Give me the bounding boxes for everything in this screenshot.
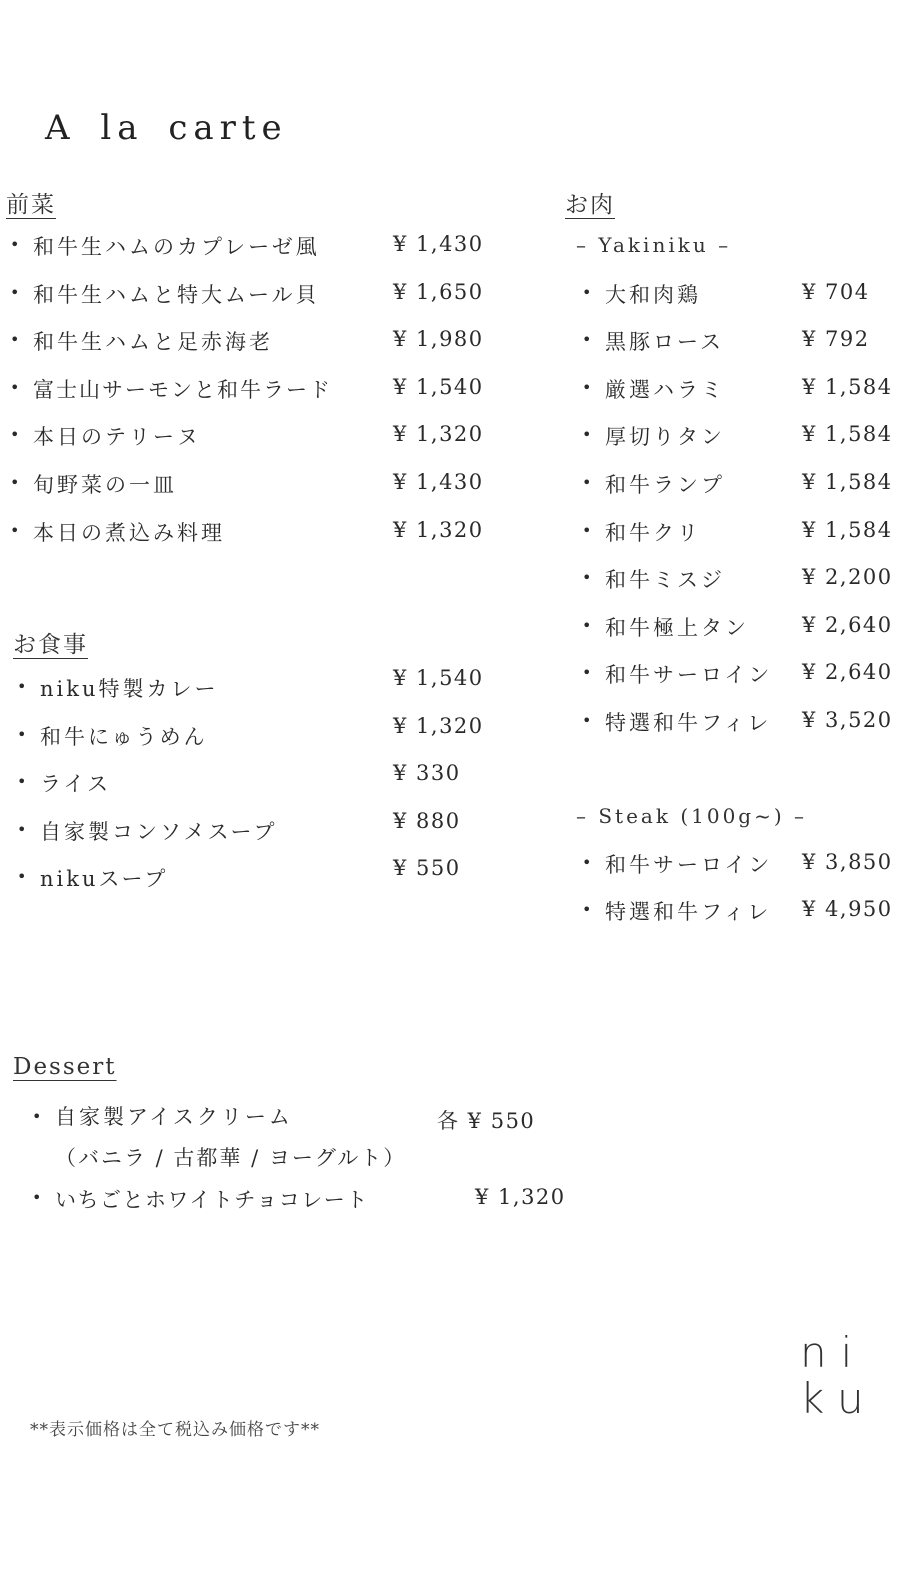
section-heading-zensai: 前菜 [6, 192, 56, 218]
menu-item-price: ¥ 1,430 [393, 232, 484, 256]
menu-item-name: ライス [40, 772, 112, 796]
menu-item-name: 本日のテリーヌ [33, 425, 201, 449]
tax-note: **表示価格は全て税込み価格です** [30, 1420, 320, 1440]
menu-item-price: ¥ 1,320 [393, 422, 484, 446]
menu-item-name: 大和肉鶏 [605, 283, 701, 307]
menu-item-name: 和牛生ハムのカプレーゼ風 [33, 235, 320, 259]
section-heading-oshokuji: お食事 [13, 632, 88, 658]
menu-item-price: ¥ 1,320 [393, 518, 484, 542]
bullet: • [10, 330, 20, 349]
menu-item-name: 和牛生ハムと特大ムール貝 [33, 283, 320, 307]
bullet: • [582, 711, 592, 730]
menu-item-name: 和牛サーロイン [605, 853, 773, 877]
bullet: • [17, 772, 27, 791]
page-title: A la carte [45, 108, 288, 148]
bullet: • [582, 378, 592, 397]
menu-item-price: ¥ 550 [393, 856, 461, 880]
menu-item-price: ¥ 2,640 [802, 660, 893, 684]
bullet: • [582, 900, 592, 919]
steak-subheading: – Steak (100g~) – [576, 804, 808, 828]
bullet: • [10, 425, 20, 444]
logo-line-2: ku [800, 1374, 878, 1423]
menu-item-name: 黒豚ロース [605, 330, 724, 354]
bullet: • [582, 853, 592, 872]
yakiniku-subheading: – Yakiniku – [576, 233, 732, 257]
menu-item-price: ¥ 3,850 [802, 850, 893, 874]
menu-item-price: ¥ 1,584 [802, 470, 893, 494]
menu-item-price: ¥ 1,540 [393, 666, 484, 690]
menu-item-name: 和牛ランプ [605, 473, 725, 497]
menu-item-price: ¥ 330 [393, 761, 461, 785]
menu-item-price: ¥ 1,540 [393, 375, 484, 399]
bullet: • [17, 677, 27, 696]
niku-logo [800, 1330, 878, 1422]
menu-item-name: 和牛にゅうめん [40, 725, 208, 749]
bullet: • [10, 473, 20, 492]
menu-item-price: ¥ 1,980 [393, 327, 484, 351]
menu-item-subtext: （バニラ / 古都華 / ヨーグルト） [55, 1146, 407, 1170]
menu-item-price: ¥ 1,320 [475, 1185, 566, 1209]
menu-item-price: 各 ¥ 550 [437, 1109, 536, 1133]
bullet: • [582, 330, 592, 349]
menu-item-name: 厳選ハラミ [605, 378, 725, 402]
menu-item-price: ¥ 1,650 [393, 280, 484, 304]
bullet: • [582, 521, 592, 540]
menu-item-name: 旬野菜の一皿 [33, 473, 177, 497]
menu-item-price: ¥ 4,950 [802, 897, 893, 921]
menu-item-name: niku特製カレー [40, 677, 219, 701]
bullet: • [582, 616, 592, 635]
menu-item-name: 厚切りタン [605, 425, 725, 449]
menu-item-price: ¥ 880 [393, 809, 461, 833]
menu-item-name: 和牛サーロイン [605, 663, 773, 687]
bullet: • [17, 867, 27, 886]
menu-item-price: ¥ 1,584 [802, 422, 893, 446]
bullet: • [32, 1107, 42, 1126]
menu-item-price: ¥ 1,430 [393, 470, 484, 494]
menu-item-price: ¥ 1,584 [802, 518, 893, 542]
bullet: • [582, 283, 592, 302]
bullet: • [582, 473, 592, 492]
bullet: • [10, 283, 20, 302]
menu-item-name: nikuスープ [40, 867, 169, 891]
bullet: • [10, 378, 20, 397]
bullet: • [582, 568, 592, 587]
logo-line-1: ni [800, 1328, 867, 1377]
bullet: • [32, 1188, 42, 1207]
menu-item-name: 本日の煮込み料理 [33, 521, 225, 545]
section-heading-oniku: お肉 [565, 192, 615, 218]
menu-item-name: 特選和牛フィレ [605, 900, 772, 924]
menu-item-price: ¥ 1,320 [393, 714, 484, 738]
bullet: • [17, 725, 27, 744]
menu-item-name: 特選和牛フィレ [605, 711, 772, 735]
section-heading-dessert: Dessert [13, 1054, 117, 1080]
menu-item-name: 和牛ミスジ [605, 568, 725, 592]
menu-item-name: 富士山サーモンと和牛ラード [33, 378, 332, 402]
menu-item-name: 和牛クリ [605, 521, 701, 545]
menu-item-price: ¥ 1,584 [802, 375, 893, 399]
menu-item-name: 和牛生ハムと足赤海老 [33, 330, 273, 354]
bullet: • [17, 820, 27, 839]
bullet: • [10, 521, 20, 540]
menu-item-price: ¥ 3,520 [802, 708, 893, 732]
bullet: • [582, 425, 592, 444]
menu-item-price: ¥ 792 [802, 327, 870, 351]
menu-item-price: ¥ 2,200 [802, 565, 893, 589]
menu-item-name: 自家製アイスクリーム [55, 1105, 293, 1129]
menu-item-name: 和牛極上タン [605, 616, 749, 640]
menu-item-price: ¥ 2,640 [802, 613, 893, 637]
menu-item-price: ¥ 704 [802, 280, 870, 304]
menu-item-name: 自家製コンソメスープ [40, 820, 278, 844]
menu-item-name: いちごとホワイトチョコレート [55, 1188, 369, 1212]
bullet: • [10, 235, 20, 254]
bullet: • [582, 663, 592, 682]
